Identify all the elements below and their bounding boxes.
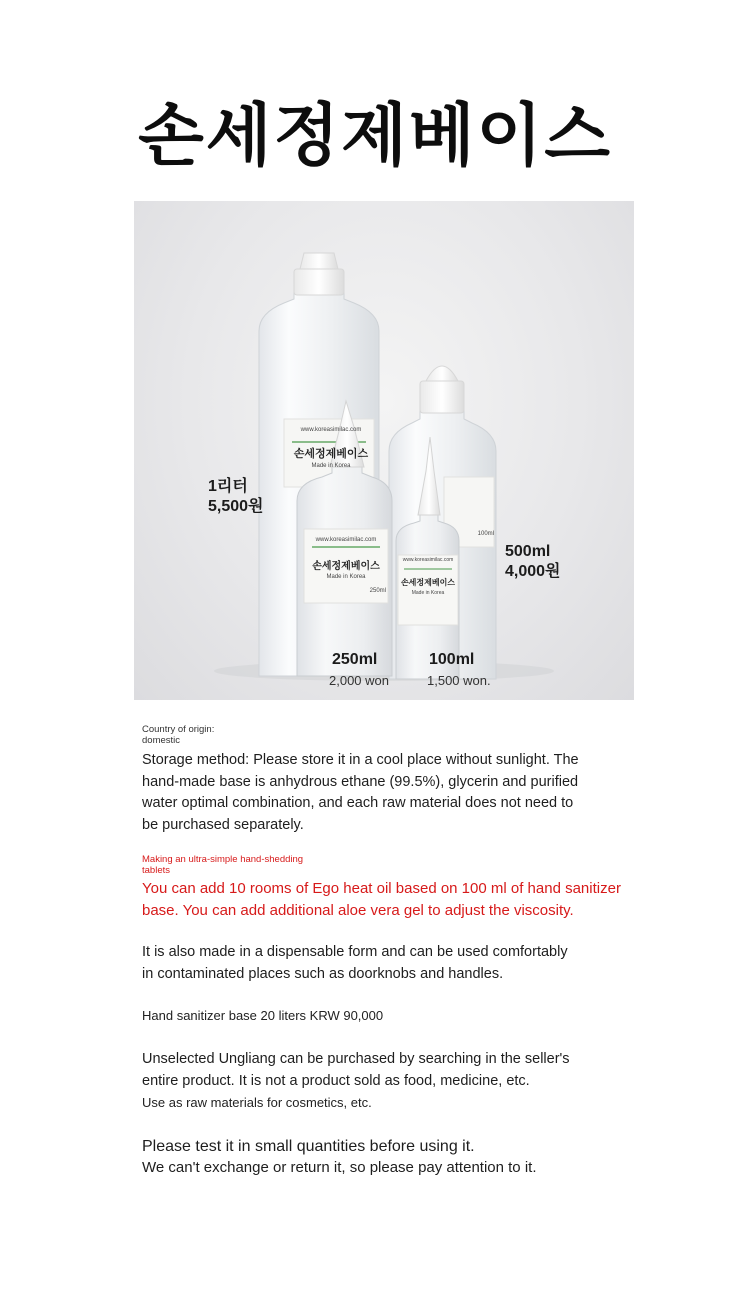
price-1l [208,477,264,517]
storage-line: water optimal combination, and each raw material does not need to [142,795,574,811]
storage-line: be purchased separately. [142,816,304,833]
dispensable-paragraph [142,942,568,985]
label-name: 손세정제베이스 [312,561,380,572]
origin-label: Country of origin: [142,724,215,735]
no-return-note: We can't exchange or return it, so please pay attention to it. [142,1159,537,1176]
origin-value: domestic [142,735,181,746]
price-100ml-price: 1,500 won. [427,673,491,688]
origin-block [142,724,214,746]
recipe-title [142,854,303,876]
page-title: 손세정제베이스 [138,97,612,176]
label-site: www.koreasimilac.com [300,427,362,433]
storage-line: hand-made base is anhydrous ethane (99.5%), glycerin and purified [142,773,579,790]
label-site: www.koreasimilac.com [315,537,377,543]
label-origin: Made in Korea [326,574,366,580]
test-note: Please test it in small quantities before using it. [142,1138,475,1155]
recipe-paragraph [142,878,621,921]
label-name: 손세정제베이스 [400,578,456,587]
unselected-line: entire product. It is not a product sold as food, medicine, etc. [142,1072,530,1089]
price-500ml [505,542,561,582]
dispensable-line: in contaminated places such as doorknobs and handles. [142,965,504,982]
label-volume: 250ml [369,588,386,594]
recipe-line: base. You can add additional aloe vera gel to adjust the viscosity. [142,901,574,919]
dispensable-line: It is also made in a dispensable form and can be used comfortably [142,944,568,960]
storage-paragraph [142,750,579,836]
recipe-title-line: tablets [142,865,170,876]
label-volume: 100ml [477,531,494,537]
label-origin: Made in Korea [411,590,445,596]
price-1l-price: 5,500원 [208,498,264,515]
price-100ml-size: 100ml [429,651,475,668]
recipe-line: You can add 10 rooms of Ego heat oil based on 100 ml of hand sanitizer [142,880,621,897]
price-1l-size: 1리터 [208,478,248,495]
use-note: Use as raw materials for cosmetics, etc. [142,1095,372,1110]
bottles-illustration [134,201,634,700]
price-250ml-price: 2,000 won [329,673,389,688]
recipe-title-line: Making an ultra-simple hand-shedding [142,854,304,865]
price-250ml-size: 250ml [332,651,378,668]
unselected-line: Unselected Ungliang can be purchased by searching in the seller's [142,1051,570,1067]
label-origin: Made in Korea [311,463,351,469]
unselected-paragraph [142,1049,570,1092]
product-photo [134,201,634,700]
bulk-price: Hand sanitizer base 20 liters KRW 90,000 [142,1008,384,1023]
price-500ml-size: 500ml [505,543,551,560]
price-500ml-price: 4,000원 [505,563,561,580]
storage-line: Storage method: Please store it in a cool place without sunlight. The [142,752,579,768]
label-name: 손세정제베이스 [293,448,369,460]
label-site: www.koreasimilac.com [402,557,454,563]
